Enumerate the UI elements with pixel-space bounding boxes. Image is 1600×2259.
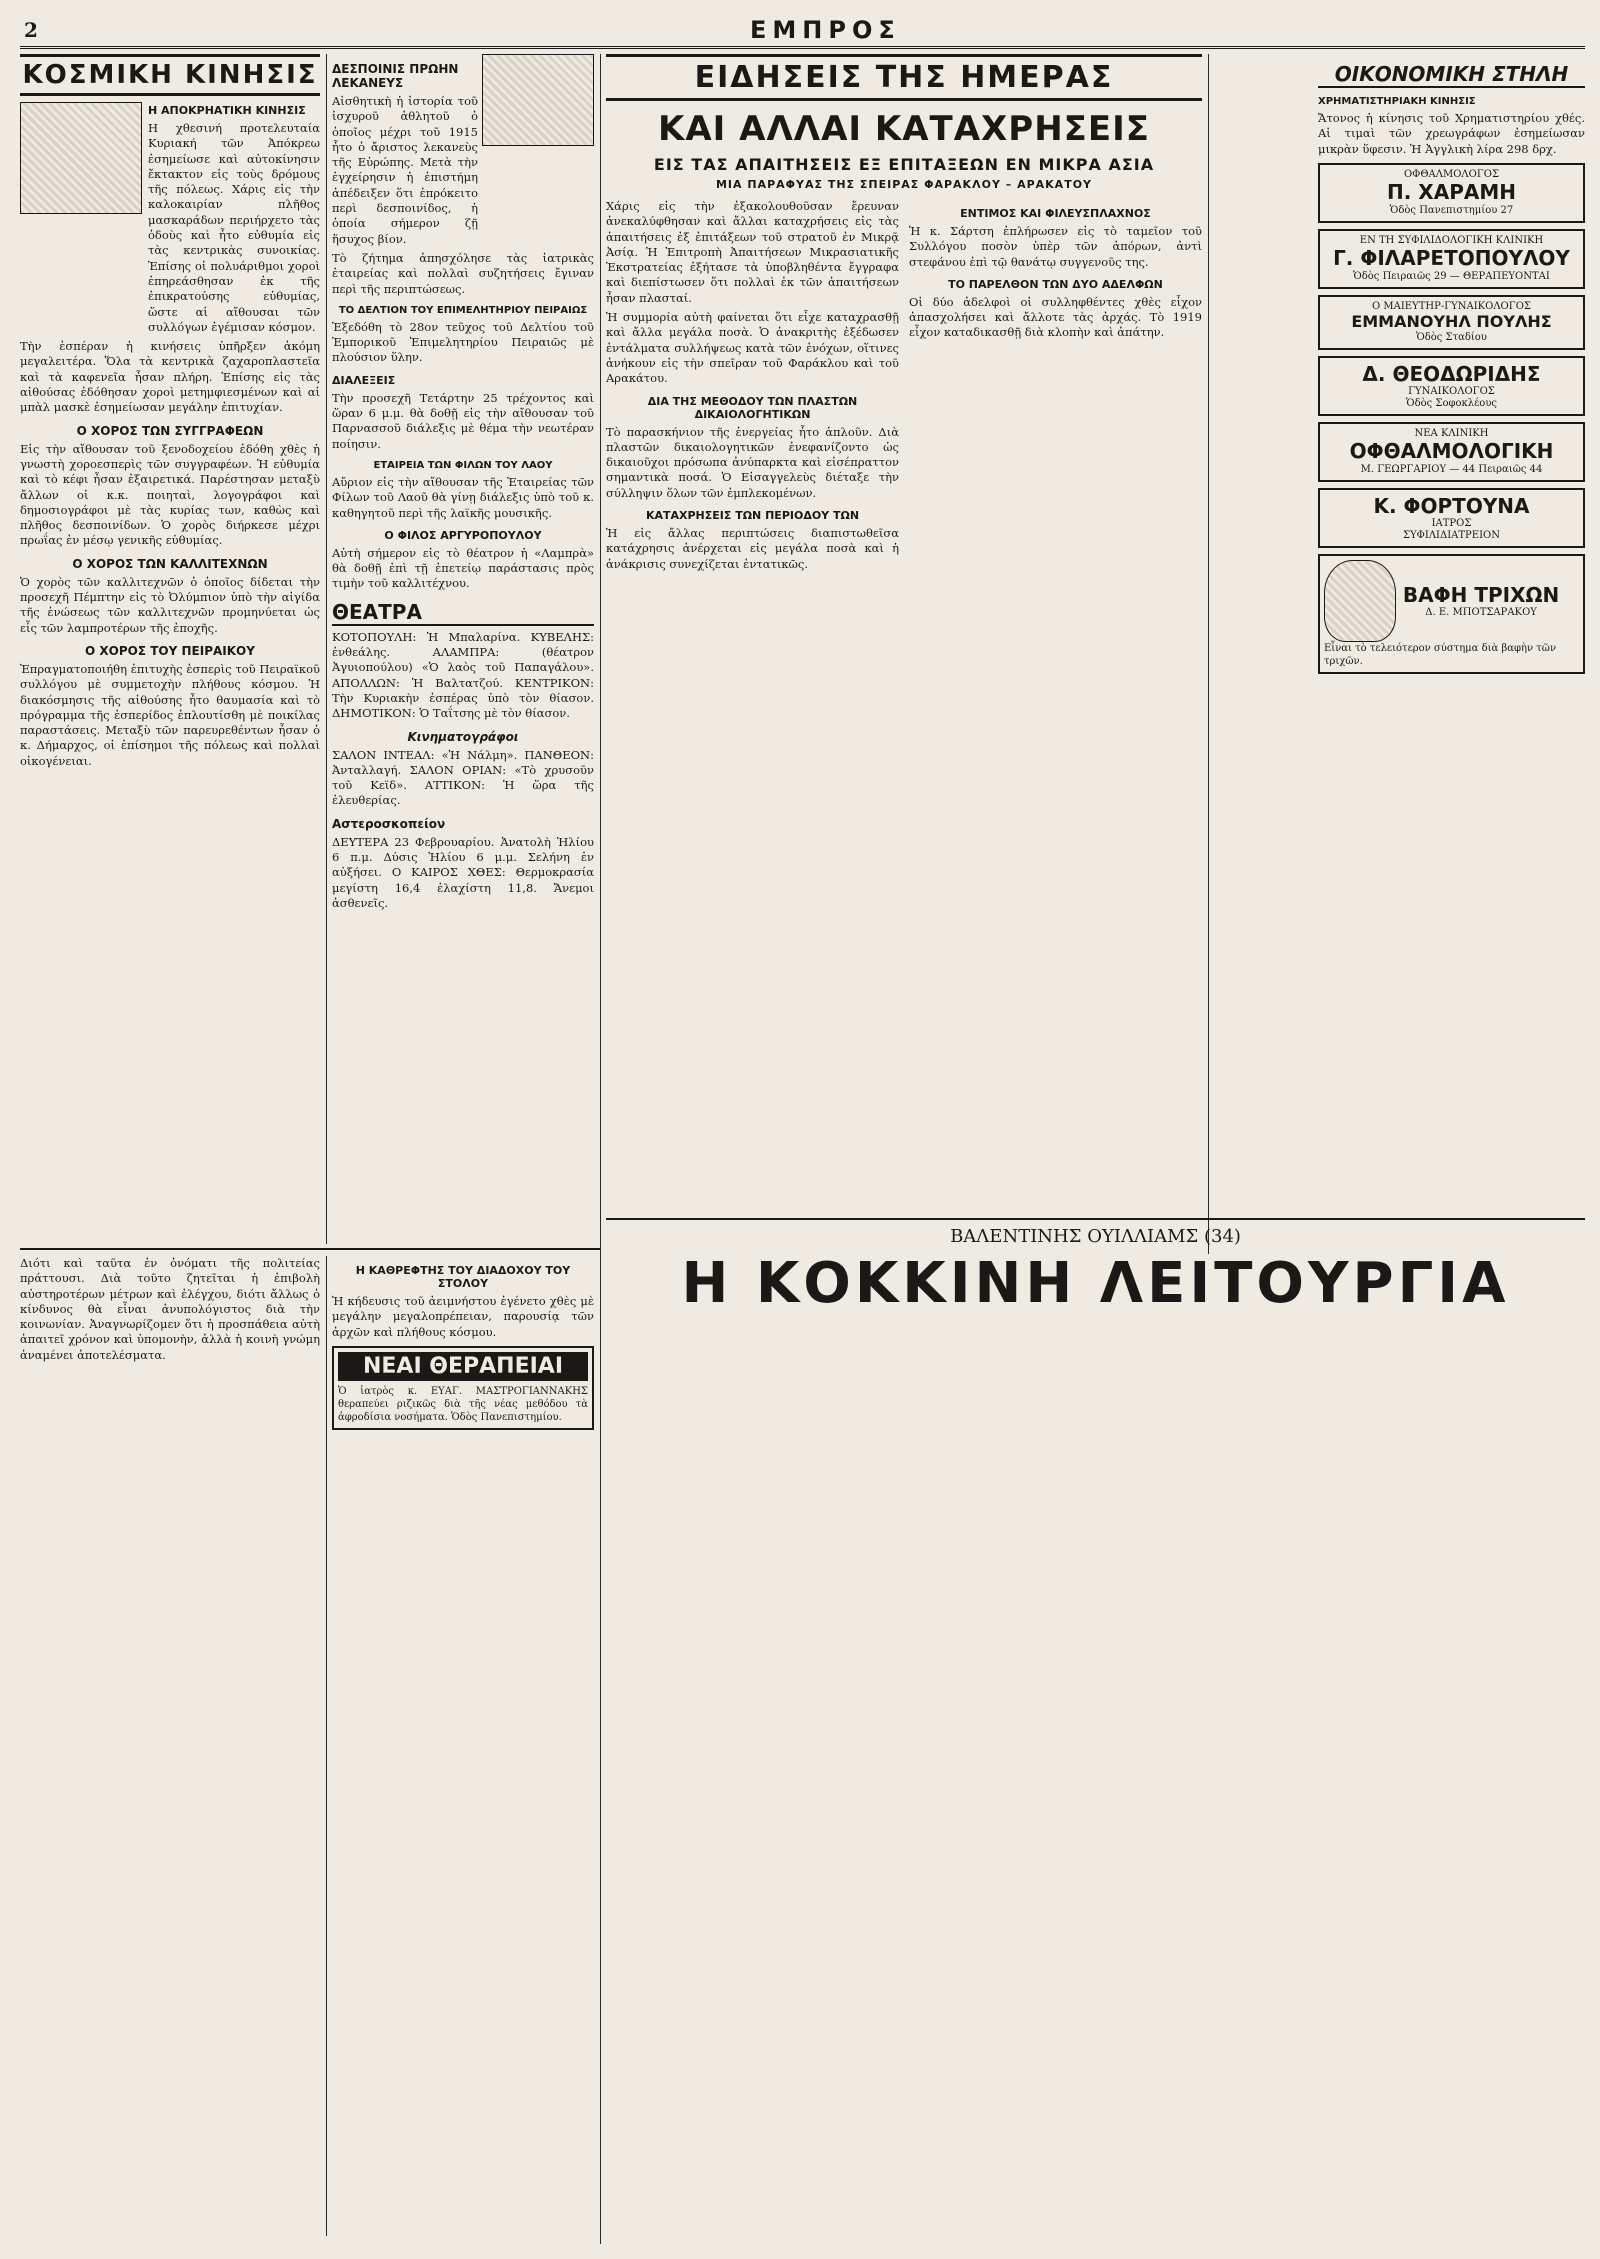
headline: Ο ΦΙΛΟΣ ΑΡΓΥΡΟΠΟΥΛΟΥ bbox=[384, 528, 542, 542]
article-text: Τὸ παρασκήνιον τῆς ἐνεργείας ἦτο ἁπλοῦν. Διὰ πλαστῶν δικαιολογητικῶν ἐνεφανίζοντο ὡς δικαιοῦχοι πρόσωπα ἀνύπαρκτα καὶ εἰσέπραττον σημαντικὰ ποσά. Ὁ Εἰσαγγελεὺς διέταξε τὴν σύλληψιν ὅλων τῶν ἐμπλεκομένων. bbox=[606, 424, 899, 500]
ad-line: Ὁδὸς Σοφοκλέους bbox=[1406, 397, 1497, 409]
headline: Αστεροσκοπείον bbox=[332, 816, 446, 831]
page-number: 2 bbox=[24, 18, 38, 42]
newspaper-page bbox=[20, 18, 1585, 2243]
advertisement bbox=[1318, 488, 1585, 548]
news-column-left bbox=[606, 199, 899, 576]
article-text: Ἄτονος ἡ κίνησις τοῦ Χρηματιστηρίου χθές. Αἱ τιμαὶ τῶν χρεωγράφων ἐσημείωσαν μικρὰν ὕφεσιν. Ἡ Ἀγγλικὴ λίρα 298 δρχ. bbox=[1318, 111, 1585, 156]
article-text: Διότι καὶ ταῦτα ἐν ὀνόματι τῆς πολιτείας πράττουσι. Διὰ τοῦτο ζητεῖται ἡ ἐπιβολὴ αὐστηροτέρων μέτρων καὶ ἐλέγχου, διότι ἄλλως ὁ κίνδυνος θὰ εἶναι ἀνυπολόγιστος διὰ τὴν κοινωνίαν. Ἀναγνωρίζομεν ὅτι ἡ προσπάθεια αὐτὴ ἀπαιτεῖ χρόνον καὶ ὑπομονὴν, ἀλλὰ ἡ κοινὴ γνώμη ἀναμένει ἀποτελέσματα. bbox=[20, 1256, 320, 1362]
article-text: Αὔριον εἰς τὴν αἴθουσαν τῆς Ἑταιρείας τῶν Φίλων τοῦ Λαοῦ θὰ γίνῃ διάλεξις ὑπὸ τοῦ κ. καθηγητοῦ περὶ τῆς λαϊκῆς μουσικῆς. bbox=[332, 474, 594, 520]
portrait-illustration bbox=[1324, 560, 1396, 642]
ad-line: Ὁ ἰατρὸς κ. ΕΥΑΓ. ΜΑΣΤΡΟΓΙΑΝΝΑΚΗΣ θεραπεύει ριζικῶς διὰ τῆς νέας μεθόδου τὰ ἀφροδίσια νοσήματα. Ὁδὸς Πανεπιστημίου. bbox=[338, 1385, 588, 1423]
advertisement bbox=[1318, 163, 1585, 223]
column-social bbox=[20, 54, 320, 1284]
news-column-right bbox=[909, 199, 1202, 576]
article-text: Τὴν προσεχῆ Τετάρτην 25 τρέχοντος καὶ ὥραν 6 μ.μ. θὰ δοθῇ εἰς τὴν αἴθουσαν τοῦ Παρνασσοῦ διάλεξις μὲ θέμα τὴν νεωτέραν ποίησιν. bbox=[332, 390, 594, 451]
ad-title: ΟΦΘΑΛΜΟΛΟΓΙΚΗ bbox=[1349, 438, 1554, 463]
advertisement bbox=[1318, 295, 1585, 350]
column-rule bbox=[600, 54, 601, 2244]
headline: ΤΟ ΠΑΡΕΛΘΟΝ ΤΩΝ ΔΥΟ ΑΔΕΛΦΩΝ bbox=[948, 277, 1163, 291]
column-bottom-left bbox=[20, 1256, 320, 2236]
horizontal-rule bbox=[20, 1248, 600, 1250]
ad-line: ΓΥΝΑΙΚΟΛΟΓΟΣ bbox=[1408, 385, 1495, 397]
serial-author: ΒΑΛΕΝΤΙΝΗΣ ΟΥΙΛΛΙΑΜΣ bbox=[950, 1226, 1199, 1247]
ad-line: ΕΝ ΤΗ ΣΥΦΙΛΙΔΟΛΟΓΙΚΗ ΚΛΙΝΙΚΗ bbox=[1359, 234, 1544, 246]
section-title-social: ΚΟΣΜΙΚΗ ΚΙΝΗΣΙΣ bbox=[20, 54, 320, 96]
article-text: Ὁ χορὸς τῶν καλλιτεχνῶν ὁ ὁποῖος δίδεται τὴν προσεχῆ Πέμπτην εἰς τὸ Ὀλύμπιον ὑπὸ τὴν αἰγίδα τῆς ἑνώσεως τῶν καλλιτεχνῶν προμηνύεται ὡς εἷς τῶν λαμπροτέρων τῆς ἐποχῆς. bbox=[20, 574, 320, 635]
ad-line: ΟΦΘΑΛΜΟΛΟΓΟΣ bbox=[1403, 168, 1500, 180]
headline: Η ΚΑΘΡΕΦΤΗΣ ΤΟΥ ΔΙΑΔΟΧΟΥ ΤΟΥ ΣΤΟΛΟΥ bbox=[355, 1264, 571, 1290]
article-text: ΔΕΥΤΕΡΑ 23 Φεβρουαρίου. Ἀνατολὴ Ἡλίου 6 π.μ. Δύσις Ἡλίου 6 μ.μ. Σελήνη ἐν αὐξήσει. Ο ΚΑΙΡΟΣ ΧΘΕΣ: Θερμοκρασία μεγίστη 16,4 ἐλαχίστη 11,8. Ἄνεμοι ἀσθενεῖς. bbox=[332, 834, 594, 910]
serial-block bbox=[606, 1226, 1585, 2236]
headline: Ο ΧΟΡΟΣ ΤΩΝ ΣΥΓΓΡΑΦΕΩΝ bbox=[76, 423, 264, 438]
main-subhead: ΕΙΣ ΤΑΣ ΑΠΑΙΤΗΣΕΙΣ ΕΞ ΕΠΙΤΑΞΕΩΝ ΕΝ ΜΙΚΡΑ ΑΣΙΑ bbox=[653, 155, 1155, 174]
article-text: Τὴν ἑσπέραν ἡ κινήσεις ὑπῆρξεν ἀκόμη μεγαλειτέρα. Ὅλα τὰ κεντρικὰ ζαχαροπλαστεῖα καὶ τὰ καφενεῖα ἦσαν πλήρη. Ἐπίσης εἰς τὰς αἰθούσας ἐδόθησαν χοροὶ μετημφιεσμένων καὶ αἱ μπὰλ μασκὲ ἐσημείωσαν μεγάλην ἐπιτυχίαν. bbox=[20, 339, 320, 415]
horizontal-rule bbox=[606, 1218, 1585, 1220]
article-text: Αὐτὴ σήμερον εἰς τὸ θέατρον ἡ «Λαμπρὰ» θὰ δοθῇ ἐπὶ τῇ ἐπετείῳ παράστασις πρὸς τιμὴν τοῦ καλλιτέχνου. bbox=[332, 545, 594, 591]
section-title-news: ΕΙΔΗΣΕΙΣ ΤΗΣ ΗΜΕΡΑΣ bbox=[606, 54, 1202, 101]
serial-number: (34) bbox=[1203, 1226, 1241, 1247]
advertisement bbox=[1318, 422, 1585, 482]
illustration-athlete bbox=[482, 54, 594, 146]
column-bottom-mid bbox=[332, 1256, 594, 2236]
article-text: Ἐξεδόθη τὸ 28ον τεῦχος τοῦ Δελτίου τοῦ Ἐμπορικοῦ Ἐπιμελητηρίου Πειραιῶς μὲ πλούσιον ὕλην. bbox=[332, 319, 594, 365]
section-title-economy: ΟΙΚΟΝΟΜΙΚΗ ΣΤΗΛΗ bbox=[1318, 62, 1585, 88]
ad-line: Δ. Ε. ΜΠΟΤΣΑΡΑΚΟΥ bbox=[1425, 607, 1537, 619]
advertisement bbox=[1318, 356, 1585, 416]
ad-title: ΝΕΑΙ ΘΕΡΑΠΕΙΑΙ bbox=[338, 1352, 588, 1381]
ad-line: ΣΥΦΙΛΙΔΙΑΤΡΕΙΟΝ bbox=[1403, 529, 1500, 541]
ad-line: ΙΑΤΡΟΣ bbox=[1431, 517, 1472, 529]
illustration-masks bbox=[20, 102, 142, 214]
ad-title: Δ. ΘΕΟΔΩΡΙΔΗΣ bbox=[1362, 361, 1541, 386]
main-strap: ΜΙΑ ΠΑΡΑΦΥΑΣ ΤΗΣ ΣΠΕΙΡΑΣ ΦΑΡΑΚΛΟΥ – ΑΡΑΚΑΤΟΥ bbox=[715, 178, 1093, 191]
ad-line: Μ. ΓΕΩΡΓΑΡΙΟΥ — 44 Πειραιῶς 44 bbox=[1360, 463, 1543, 475]
column-economy bbox=[1318, 54, 1585, 1254]
headline: ΔΙΑ ΤΗΣ ΜΕΘΟΔΟΥ ΤΩΝ ΠΛΑΣΤΩΝ ΔΙΚΑΙΟΛΟΓΗΤΙΚΩΝ bbox=[647, 394, 858, 421]
news-columns bbox=[606, 199, 1202, 576]
ad-line: Ὁδὸς Πειραιῶς 29 — ΘΕΡΑΠΕΥΟΝΤΑΙ bbox=[1353, 270, 1550, 282]
article-text: Ἡ εἰς ἄλλας περιπτώσεις διαπιστωθεῖσα κατάχρησις ἀνέρχεται εἰς μεγάλα ποσὰ καὶ ἡ ἀνάκρισις συνεχίζεται ἐντατικῶς. bbox=[606, 526, 899, 571]
article-text: ΣΑΛΟΝ ΙΝΤΕΑΛ: «Ἡ Νάλμη». ΠΑΝΘΕΟΝ: Ἀνταλλαγή. ΣΑΛΟΝ ΟΡΙΑΝ: «Τὸ χρυσοῦν τοῦ Κεϊδ». ΑΤΤΙΚΟΝ: Ἡ ὥρα τῆς ἐλευθερίας. bbox=[332, 747, 594, 808]
ad-title: ΕΜΜΑΝΟΥΗΛ ΠΟΥΛΗΣ bbox=[1351, 311, 1552, 331]
article-text: Ἐπραγματοποιήθη ἐπιτυχὴς ἑσπερὶς τοῦ Πειραϊκοῦ συλλόγου μὲ συμμετοχὴν πλήθους κόσμου. Ἡ διακόσμησις τῆς αἰθούσης ἦτο θαυμασία καὶ τὸ πρόγραμμα τῆς ἑσπερίδος ἐπλουτίσθη μὲ ποικίλας παραστάσεις. Μεταξὺ τῶν παρευρεθέντων ἦσαν ὁ κ. Δήμαρχος, οἱ ἐπίσημοι τῆς πόλεως καὶ πολλαὶ οἰκογένειαι. bbox=[20, 661, 320, 768]
advertisement bbox=[1318, 229, 1585, 289]
ad-title: Π. ΧΑΡΑΜΗ bbox=[1387, 179, 1516, 204]
serial-header bbox=[606, 1226, 1585, 1247]
article-text: Αἰσθητικὴ ἡ ἱστορία τοῦ ἰσχυροῦ ἀθλητοῦ ὁ ὁποῖος μέχρι τοῦ 1915 ἦτο ὁ ἄριστος λεκανεὺς τῆς Εὐρώπης. Μετὰ τὴν ἐγχείρησιν ἡ ἐπιστήμη ἀπέδειξεν ὅτι ἐπρόκειτο περὶ δεσποινίδος, ἡ ὁποία σήμερον ζῇ ἥσυχος βίον. bbox=[332, 94, 478, 246]
article-text: Χάρις εἰς τὴν ἐξακολουθοῦσαν ἔρευναν ἀνεκαλύφθησαν καὶ ἄλλαι καταχρήσεις εἰς τὰς ἀπαιτήσεις ἐξ ἐπιτάξεων τοῦ στρατοῦ ἐν Μικρᾷ Ἀσίᾳ. Ἡ Ἐπιτροπὴ Ἀπαιτήσεων Μικρασιατικῆς Ἐκστρατείας ἐξήτασε τὰ ὑποβληθέντα ἔγγραφα καὶ διεπίστωσεν ὅτι πολλαὶ ἐκ τῶν ἀπαιτήσεων ἦσαν πλασταί. bbox=[606, 199, 899, 305]
column-rule bbox=[326, 54, 327, 1244]
headline: ΕΝΤΙΜΟΣ ΚΑΙ ΦΙΛΕΥΣΠΛΑΧΝΟΣ bbox=[960, 207, 1151, 220]
article-text: Ἡ κήδευσις τοῦ ἀειμνήστου ἐγένετο χθὲς μὲ μεγάλην μεγαλοπρέπειαν, παρουσίᾳ τῶν ἀρχῶν καὶ πλήθους κόσμου. bbox=[332, 1294, 594, 1339]
advertisement bbox=[332, 1346, 594, 1430]
headline: Η ΑΠΟΚΡΗΑΤΙΚΗ ΚΙΝΗΣΙΣ bbox=[148, 104, 306, 117]
headline: ΧΡΗΜΑΤΙΣΤΗΡΙΑΚΗ ΚΙΝΗΣΙΣ bbox=[1318, 96, 1476, 107]
headline: ΕΤΑΙΡΕΙΑ ΤΩΝ ΦΙΛΩΝ ΤΟΥ ΛΑΟΥ bbox=[373, 459, 553, 471]
headline: ΤΟ ΔΕΛΤΙΟΝ ΤΟΥ ΕΠΙΜΕΛΗΤΗΡΙΟΥ ΠΕΙΡΑΙΩΣ bbox=[338, 304, 588, 316]
headline: Ο ΧΟΡΟΣ ΤΟΥ ΠΕΙΡΑΙΚΟΥ bbox=[85, 643, 255, 658]
article-text: Οἱ δύο ἀδελφοὶ οἱ συλληφθέντες χθὲς εἶχον ἀπασχολήσει καὶ ἄλλοτε τὰς ἀρχάς. Τὸ 1919 εἶχον καταδικασθῇ διὰ κλοπὴν καὶ ἀπάτην. bbox=[909, 294, 1202, 340]
column-misc bbox=[332, 54, 594, 1244]
article-text: Ἡ κ. Σάρτση ἐπλήρωσεν εἰς τὸ ταμεῖον τοῦ Συλλόγου ποσὸν ὑπὲρ τῶν ἀπόρων, ἀντὶ στεφάνου ἐπὶ τῷ θανάτῳ συγγενοῦς της. bbox=[909, 224, 1202, 269]
masthead bbox=[20, 18, 1585, 49]
article-text: Η χθεσινή προτελευταία Κυριακή τῶν Ἀπόκρεω ἐσημείωσε καὶ αὐτοκίνησιν ἔκτακτον εἰς τοὺς δρόμους τῆς πόλεως. Χάρις εἰς τὴν καλοκαιρίαν πλῆθος μασκαράδων περιήρχετο τὰς ὁδοὺς καὶ ἦτο εὐθυμία εἰς τὰς κεντρικὰς συνοικίας. Ἐπίσης οἱ πολυάριθμοι χοροὶ ἐπηρεάσθησαν ἐκ τῆς ἐπικρατούσης εὐθυμίας, ὥστε αἱ αἴθουσαι τῶν συλλόγων ἐγέμισαν κόσμον. bbox=[148, 121, 320, 334]
ad-line: Ο ΜΑΙΕΥΤΗΡ-ΓΥΝΑΙΚΟΛΟΓΟΣ bbox=[1372, 300, 1531, 312]
ad-title: ΒΑΦΗ ΤΡΙΧΩΝ bbox=[1402, 583, 1560, 608]
news-block bbox=[606, 54, 1202, 1219]
ad-line: ΝΕΑ ΚΛΙΝΙΚΗ bbox=[1414, 427, 1489, 439]
headline: ΔΙΑΛΕΞΕΙΣ bbox=[332, 373, 396, 387]
article-text: ΚΟΤΟΠΟΥΛΗ: Ἡ Μπαλαρίνα. ΚΥΒΕΛΗΣ: ἐνθεάλης. ΑΛΑΜΠΡΑ: (θέατρον Ἀγυιοπούλου) «Ὁ λαὸς τοῦ Παπαγάλου». ΑΠΟΛΛΩΝ: Ἡ Βαλτατζού. ΚΕΝΤΡΙΚΟΝ: Τὴν Κυριακὴν ἐσπέρας ὑπὸ τὸν θίασον. ΔΗΜΟΤΙΚΟΝ: Ὁ Ταΐτσης μὲ τὸν θίασον. bbox=[332, 629, 594, 721]
headline: Ο ΧΟΡΟΣ ΤΩΝ ΚΑΛΛΙΤΕΧΝΩΝ bbox=[72, 556, 268, 571]
headline: ΔΕΣΠΟΙΝΙΣ ΠΡΩΗΝ ΛΕΚΑΝΕΥΣ bbox=[332, 62, 459, 90]
article-text: Τὸ ζήτημα ἀπησχόλησε τὰς ἰατρικὰς ἐταιρείας καὶ πολλαὶ συζητήσεις ἔγιναν περὶ τῆς περιπτώσεως. bbox=[332, 250, 594, 296]
headline: Κινηματογράφοι bbox=[407, 729, 519, 744]
article-text: Εἰς τὴν αἴθουσαν τοῦ ξενοδοχείου ἐδόθη χθὲς ἡ γνωστὴ χοροεσπερὶς τῶν συγγραφέων. Ἡ εὐθυμία καὶ τὸ κέφι ἦσαν ἐξαιρετικά. Παρέστησαν μεταξὺ ἄλλων οἱ κ.κ. ποιηταὶ, λογογράφοι καὶ δημοσιογράφοι μὲ τὰς κυρίας των, καθὼς καὶ πλῆθος δεσποινίδων. Ὁ χορὸς διήρκεσε μέχρι πρωΐας ἐν μέσῳ γενικῆς εὐθυμίας. bbox=[20, 441, 320, 548]
ad-text-group bbox=[1401, 583, 1561, 618]
ad-line: Εἶναι τὸ τελειότερον σύστημα διὰ βαφὴν τῶν τριχῶν. bbox=[1324, 642, 1557, 667]
ad-line: Ὁδὸς Πανεπιστημίου 27 bbox=[1389, 204, 1514, 216]
ad-title: Κ. ΦΟΡΤΟΥΝΑ bbox=[1373, 493, 1530, 518]
ad-line: Ὁδὸς Σταδίου bbox=[1416, 331, 1487, 343]
ad-title: Γ. ΦΙΛΑΡΕΤΟΠΟΥΛΟΥ bbox=[1333, 245, 1570, 270]
column-rule bbox=[326, 1256, 327, 2236]
main-headline: ΚΑΙ ΑΛΛΑΙ ΚΑΤΑΧΡΗΣΕΙΣ bbox=[658, 109, 1150, 149]
advertisement bbox=[1318, 554, 1585, 674]
headline: ΚΑΤΑΧΡΗΣΕΙΣ ΤΩΝ ΠΕΡΙΟΔΟΥ ΤΩΝ bbox=[645, 509, 860, 523]
column-rule bbox=[1208, 54, 1209, 1254]
article-text: Ἡ συμμορία αὐτὴ φαίνεται ὅτι εἶχε καταχρασθῇ καὶ ἄλλα μεγάλα ποσὰ. Ὁ ἀνακριτὴς ἐξέδωσεν ἐντάλματα συλλήψεως κατὰ τῶν ἐνόχων, οἵτινες ἀνήκουν εἰς τὴν σπεῖραν τοῦ Φαράκλου καὶ τοῦ Αρακάτου. bbox=[606, 310, 899, 386]
serial-title: Η ΚΟΚΚΙΝΗ ΛΕΙΤΟΥΡΓΙΑ bbox=[681, 1251, 1510, 1316]
paper-name: ΕΜΠΡΟΣ bbox=[750, 16, 901, 44]
headline: ΘΕΑΤΡΑ bbox=[332, 600, 594, 626]
